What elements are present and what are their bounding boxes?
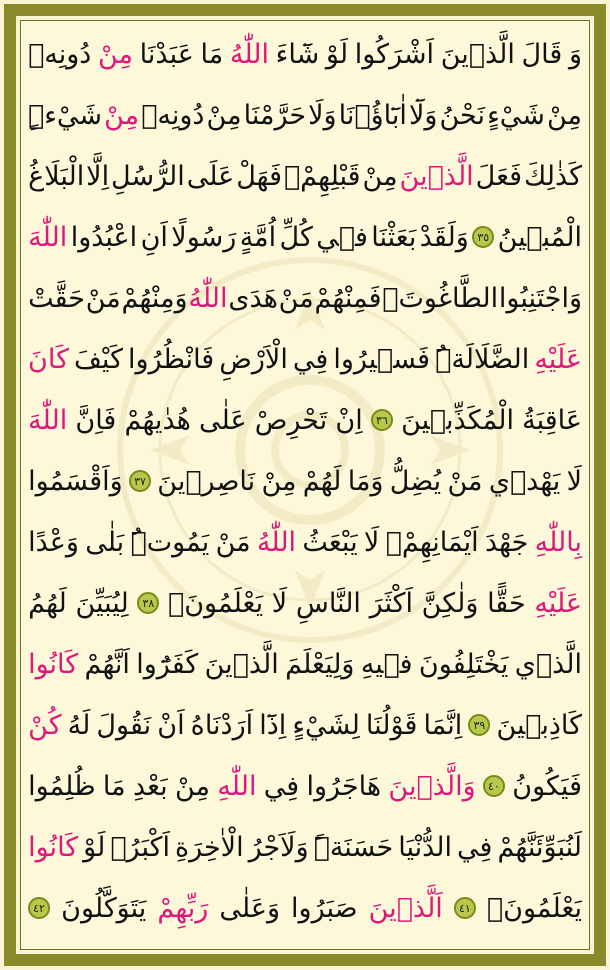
word: لَنُبَوِّئَنَّهُمْ [497,831,582,863]
word: فَعَلَ [475,160,523,192]
word: لَوْ [83,831,106,863]
word: اَشْرَكُوا [354,38,435,70]
text-line [28,573,582,633]
text-line [28,512,582,572]
word: ف۪ي [316,221,368,253]
word: لَا [363,526,380,558]
word: يُضِلُّ [389,465,442,497]
word: لَهُمُ [28,587,67,619]
word: عَلَى [186,160,235,192]
text-line [28,146,582,206]
text-line [28,817,582,877]
word: وَمِنْهُمْ [121,282,188,314]
word: وَلٰكِنَّ [421,587,479,619]
highlighted-word: اللّٰهُ [188,282,228,314]
word: فَهَلْ [236,160,283,192]
word: مَا [102,770,126,802]
highlighted-word: كُنْ [28,709,62,741]
word: اُمَّةٍ [239,221,277,253]
highlighted-word: اللّٰهُ [229,38,270,70]
word: فِي [457,831,493,863]
word: مَنْ [447,465,483,497]
highlighted-word: وَالَّذ۪ينَ [388,770,476,802]
ayah-number-marker: ٤١ [454,897,476,919]
word: وَلَقَدْ [419,221,469,253]
highlighted-word: عَلَيْهِ [534,587,582,619]
word: يَهْد۪ي [488,465,561,497]
word: شَيْءٍ [487,99,545,131]
word: وَ [568,38,582,70]
word: اَكْبَرُۢ [110,831,170,863]
word: دُونِه۪ [141,99,205,131]
word: مَنْ [85,282,121,314]
word: مِنْ [362,160,398,192]
word: نَحْنُ [439,99,485,131]
word: شَيْءٍۜ [28,99,103,131]
word: وَاجْتَنِبُوا [498,282,582,314]
word: صَبَرُوا [291,892,358,924]
word: يَعْلَمُونَۙ [486,892,582,924]
highlighted-word: اللّٰهَ [28,221,68,253]
word: وَلَا [308,99,337,131]
ayah-number-marker: ٣٦ [371,409,393,431]
word: يَعْلَمُونَۙ [168,587,264,619]
word: هُدٰيهُمْ [124,404,191,436]
text-line [28,695,582,755]
highlighted-word: كَانَ [28,343,69,375]
word: عَلٰى [199,404,247,436]
highlighted-word: بِاللّٰهِ [534,526,582,558]
word: فَس۪يرُوا [333,343,431,375]
word: مَنْ [215,526,251,558]
highlighted-word: مِنْ [104,99,140,131]
word: لِيُبَيِّنَ [75,587,129,619]
highlighted-word: اللّٰهُ [256,526,297,558]
highlighted-word: كَانُوا [28,648,79,680]
word: اَنْ [157,709,185,741]
word: وَمَا [347,465,384,497]
word: هَدَى [228,282,278,314]
text-line [28,756,582,816]
text-line [28,451,582,511]
word: فِي [292,343,329,375]
word: الْمُكَذِّب۪ينَ [401,404,514,436]
word: الْاَرْضِ [219,343,288,375]
word: الطَّاغُوتَۚ [382,282,499,314]
text-line [28,329,582,389]
word: بَلٰى [85,526,125,558]
word: حَقًّا [487,587,526,619]
word: حَرَّمْنَا [243,99,307,131]
word: عَاقِبَةُ [522,404,582,436]
word: لَهُمْ [302,465,342,497]
highlighted-word: عَلَيْهِ [534,343,582,375]
word: قَبْلِهِمْۚ [283,160,361,192]
highlighted-word: اَلَّذ۪ينَ [368,892,443,924]
word: لَهُ [67,709,91,741]
ayah-number-marker: ٣٧ [129,470,151,492]
word: لِشَيْءٍ [292,709,360,741]
word: الْاٰخِرَةِ [174,831,244,863]
word: فَمِنْهُمْ [314,282,382,314]
text-line [28,390,582,450]
text-line [28,24,582,84]
word: وَعَلٰى [219,892,280,924]
word: يَتَوَكَّلُونَ [61,892,147,924]
word: قَوْلُنَا [365,709,418,741]
highlighted-word: كَانُوا [28,831,79,863]
ayah-number-marker: ٣٨ [137,592,159,614]
word: مَا [200,38,224,70]
word: الَّذ۪ينَ [204,648,279,680]
word: دُونِه۪ [28,38,92,70]
word: اَرَدْنَاهُ [190,709,254,741]
word: مِنْ [174,770,210,802]
highlighted-word: رَبِّهِمْ [157,892,209,924]
word: بَعْدِ [132,770,168,802]
word: الْمُب۪ينُ [497,221,582,253]
word: وَلَاَجْرُ [248,831,309,863]
word: وَلِيَعْلَمَ [285,648,355,680]
word: الضَّلَالَةُۜ [435,343,530,375]
word: جَهْدَ [484,526,529,558]
text-line [28,878,582,938]
word: كَفَرُٓوا [136,648,199,680]
word: بَعَثْنَا [371,221,417,253]
word: مِنْ [206,99,242,131]
highlighted-word: الَّذ۪ينَ [399,160,474,192]
word: الدُّنْيَا [398,831,453,863]
word: الَّذ۪ي [514,648,582,680]
word: عَبَدْنَا [139,38,194,70]
word: مِنْ [546,99,582,131]
word: اَيْمَانِهِمْۙ [385,526,479,558]
word: فَاِنَّ [75,404,117,436]
highlighted-word: اللّٰهَ [28,404,68,436]
word: تَحْرِصْ [254,404,328,436]
word: نَاصِر۪ينَ [157,465,256,497]
word: اَنِ [140,221,168,253]
word: وَلَٓا [408,99,438,131]
word: حَسَنَةًۜ [313,831,394,863]
word: حَقَّتْ [28,282,85,314]
word: رَسُولًا [171,221,237,253]
word: اَنَّهُمْ [84,648,130,680]
ayah-number-marker: ٣٥ [472,226,494,248]
word: الَّذ۪ينَ [440,38,515,70]
word: نَقُولَ [96,709,152,741]
word: هَاجَرُوا [306,770,382,802]
word: مَنْ [278,282,314,314]
word: فَانْظُرُوا [127,343,215,375]
word: يَخْتَلِفُونَ [418,648,509,680]
word: فَيَكُونُ [512,770,582,802]
text-line [28,207,582,267]
word: يَبْعَثُ [302,526,358,558]
word: الْبَلَاغُ [28,160,85,192]
ayah-number-marker: ٤٠ [483,775,505,797]
text-block [28,24,582,946]
word: فِي [263,770,300,802]
text-line [28,85,582,145]
word: اعْبُدُوا [70,221,138,253]
word: ف۪يهِ [360,648,413,680]
word: اِلَّا [86,160,110,192]
word: لَا [566,465,582,497]
text-line [28,268,582,328]
word: اِذَٓا [259,709,287,741]
word: كُلِّ [279,221,313,253]
word: اَكْثَرَ [369,587,413,619]
word: اٰبَٓاؤُ۬نَا [338,99,407,131]
word: شَٓاءَ [275,38,320,70]
word: ظُلِمُوا [28,770,96,802]
word: كَذٰلِكَ [523,160,582,192]
word: كَيْفَ [73,343,123,375]
word: مِنْ [261,465,297,497]
word: قَالَ [521,38,563,70]
word: اِنَّمَا [423,709,463,741]
highlighted-word: مِنْ [98,38,134,70]
highlighted-word: اللّٰهِ [217,770,257,802]
text-line [28,634,582,694]
word: لَوْ [325,38,349,70]
word: اِنْ [335,404,363,436]
word: وَعْدًا [28,526,79,558]
word: كَاذِب۪ينَ [496,709,582,741]
word: النَّاسِ [295,587,361,619]
word: الرُّسُلِ [111,160,185,192]
word: لَا [271,587,288,619]
word: يَمُوتُۜ [130,526,210,558]
ayah-number-marker: ٣٩ [468,714,490,736]
word: وَاَقْسَمُوا [28,465,123,497]
ayah-number-marker: ٤٢ [28,897,50,919]
